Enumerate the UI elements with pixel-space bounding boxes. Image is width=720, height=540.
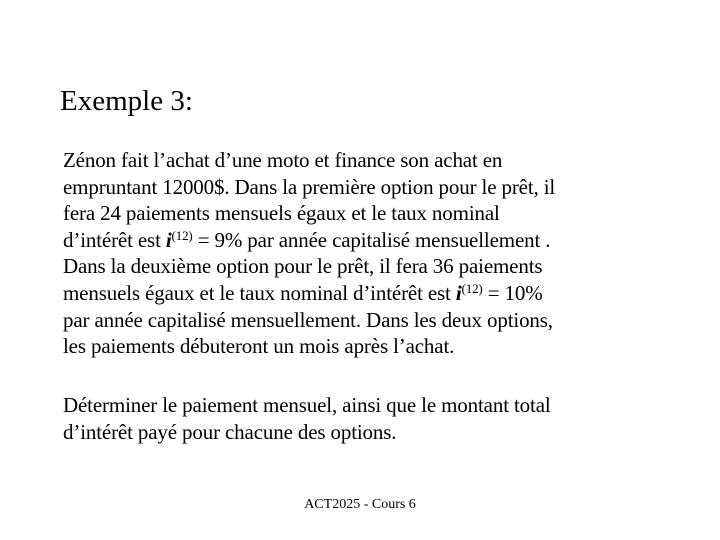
text-line: Zénon fait l’achat d’une moto et finance son achat en [63, 148, 503, 172]
text-line-rate-option-1 [63, 227, 703, 254]
text-fragment: = 9% par année capitalisé mensuellement . [192, 227, 551, 252]
text-line: les paiements débuteront un mois après l’achat. [63, 334, 455, 359]
interest-rate-symbol: i [165, 227, 172, 252]
text-fragment: d’intérêt est [63, 227, 166, 252]
text-line: empruntant 12000$. Dans la première option pour le prêt, il [63, 174, 556, 199]
text-fragment: mensuels égaux et le taux nominal d’intérêt est [63, 280, 456, 305]
text-line: Dans la deuxième option pour le prêt, il fera 36 paiements [63, 254, 543, 279]
text-line-rate-option-2 [63, 280, 703, 307]
text-line: d’intérêt payé pour chacune des options. [63, 419, 397, 444]
text-fragment: = 10% [482, 280, 543, 305]
text-line: par année capitalisé mensuellement. Dans les deux options, [63, 307, 553, 332]
interest-rate-superscript: (12) [461, 280, 483, 296]
interest-rate-superscript: (12) [171, 227, 193, 243]
problem-statement [63, 147, 703, 360]
slide-title: Exemple 3: [60, 85, 193, 117]
question-statement [63, 392, 703, 445]
text-line: fera 24 paiements mensuels égaux et le taux nominal [63, 201, 500, 226]
slide-footer: ACT2025 - Cours 6 [304, 497, 416, 512]
text-line: Déterminer le paiement mensuel, ainsi que le montant total [63, 393, 551, 417]
interest-rate-symbol: i [455, 280, 462, 305]
